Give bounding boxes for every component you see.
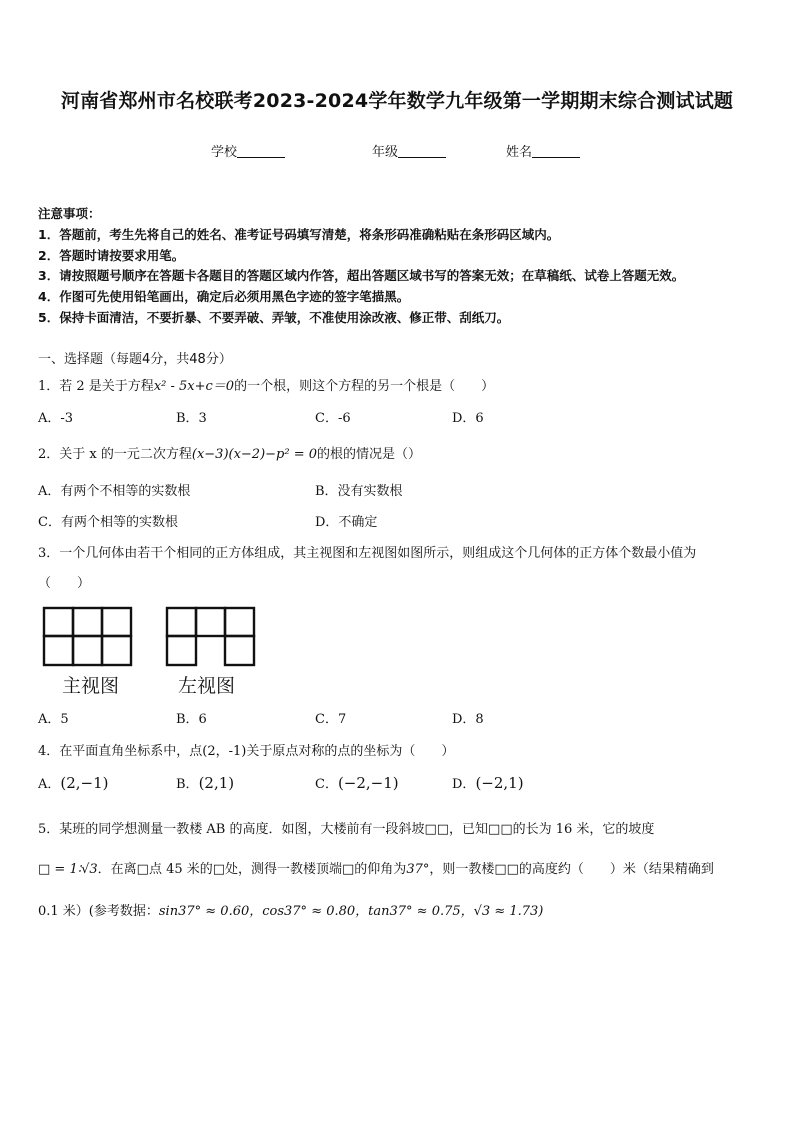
q5-slope-ratio: □ = 1∶√3 [38, 862, 98, 877]
q4-option-a-letter: A． [38, 777, 61, 792]
q2-equation: (x−3)(x−2)−p² = 0 [191, 447, 318, 462]
question-4: 4．在平面直角坐标系中，点(2，-1)关于原点对称的点的坐标为（ ） [38, 744, 455, 759]
q5-reference-data: sin37° ≈ 0.60，cos37° ≈ 0.80，tan37° ≈ 0.75，√3 ≈ 1.73) [158, 904, 544, 919]
left-view-cell [225, 608, 254, 636]
q4-option-c-value: (−2,−1) [337, 774, 399, 792]
q3-option-d[interactable]: D．8 [452, 712, 484, 727]
front-view-cell [44, 636, 73, 665]
q5-line-3 [38, 900, 543, 919]
front-view-cell [102, 608, 131, 636]
note-item: 3．请按照题号顺序在答题卡各题目的答题区域内作答，超出答题区域书写的答案无效；在草稿纸、试卷上答题无效。 [38, 268, 685, 283]
question-3: 3．一个几何体由若干个相同的正方体组成，其主视图和左视图如图所示，则组成这个几何体的正方体个数最小值为 [38, 546, 697, 561]
q2-option-c[interactable]: C．有两个相等的实数根 [38, 515, 178, 530]
left-view-cell [167, 608, 196, 636]
page-title: 河南省郑州市名校联考2023-2024学年数学九年级第一学期期末综合测试试题 [60, 90, 734, 112]
left-view-figure [163, 604, 259, 670]
q5-line-2 [38, 858, 714, 877]
q4-option-a-value: (2,−1) [60, 774, 109, 792]
school-field [211, 141, 285, 160]
front-view-cell [73, 636, 102, 665]
name-blank[interactable] [532, 144, 580, 158]
section-heading: 一、选择题（每题4分，共48分） [38, 352, 232, 367]
q2-stem-start: 2．关于 x 的一元二次方程 [38, 447, 192, 462]
q1-stem-end: 的一个根，则这个方程的另一个根是（ ） [234, 379, 495, 394]
q2-option-b[interactable]: B．没有实数根 [315, 484, 403, 499]
grade-label: 年级 [372, 145, 399, 160]
q3-answer-paren: （ ） [38, 576, 91, 591]
q5-line-2-end: ，则一教楼□□的高度约（ ）米（结果精确到 [429, 862, 714, 877]
q4-option-c[interactable] [315, 773, 399, 792]
q4-option-d[interactable] [452, 773, 524, 792]
q5-reference-prefix: 0.1 米）(参考数据： [38, 904, 159, 919]
grade-field [372, 141, 446, 160]
q4-option-b-value: (2,1) [198, 774, 235, 792]
note-item: 4．作图可先使用铅笔画出，确定后必须用黑色字迹的签字笔描黑。 [38, 289, 410, 304]
school-label: 学校 [211, 145, 238, 160]
school-blank[interactable] [237, 144, 285, 158]
front-view-cell [102, 636, 131, 665]
note-item: 2．答题时请按要求用笔。 [38, 248, 185, 263]
q1-stem-start: 1．若 2 是关于方程 [38, 379, 154, 394]
question-1 [38, 375, 494, 394]
question-5: 5．某班的同学想测量一教楼 AB 的高度．如图，大楼前有一段斜坡□□，已知□□的长为 16 米，它的坡度 [38, 822, 655, 837]
q2-stem-end: 的根的情况是（） [317, 447, 422, 462]
note-item: 5．保持卡面清洁，不要折暴、不要弄破、弄皱，不准使用涂改液、修正带、刮纸刀。 [38, 310, 510, 325]
q2-option-a[interactable]: A．有两个不相等的实数根 [38, 484, 191, 499]
note-item: 1．答题前，考生先将自己的姓名、准考证号码填写清楚，将条形码准确粘贴在条形码区域内。 [38, 227, 560, 242]
notes-heading: 注意事项： [38, 206, 101, 221]
q1-option-b[interactable]: B．3 [176, 411, 207, 426]
q4-option-b[interactable] [176, 773, 234, 792]
grade-blank[interactable] [398, 144, 446, 158]
q4-option-d-value: (−2,1) [475, 774, 524, 792]
q1-option-a[interactable]: A．-3 [38, 411, 74, 426]
q4-option-c-letter: C． [315, 777, 338, 792]
left-view-cell [225, 636, 254, 665]
q1-option-c[interactable]: C．-6 [315, 411, 351, 426]
name-label: 姓名 [506, 145, 533, 160]
q1-option-d[interactable]: D．6 [452, 411, 484, 426]
q4-option-a[interactable] [38, 773, 109, 792]
q4-option-d-letter: D． [452, 777, 476, 792]
q3-option-b[interactable]: B．6 [176, 712, 207, 727]
question-2 [38, 443, 421, 462]
name-field [506, 141, 580, 160]
q3-option-a[interactable]: A．5 [38, 712, 69, 727]
left-view-cell [196, 608, 225, 636]
front-view-label: 主视图 [62, 675, 120, 697]
q2-option-d[interactable]: D．不确定 [315, 515, 378, 530]
q5-angle: 37° [406, 862, 430, 877]
q3-option-c[interactable]: C．7 [315, 712, 347, 727]
q4-option-b-letter: B． [176, 777, 199, 792]
front-view-cell [44, 608, 73, 636]
front-view-figure [40, 604, 136, 670]
left-view-cell [167, 636, 196, 665]
front-view-cell [73, 608, 102, 636]
left-view-label: 左视图 [178, 675, 236, 697]
q1-equation: x² - 5x+c＝0 [153, 379, 235, 394]
q5-line-2-text: ．在离□点 45 米的□处，测得一教楼顶端□的仰角为 [97, 862, 407, 877]
